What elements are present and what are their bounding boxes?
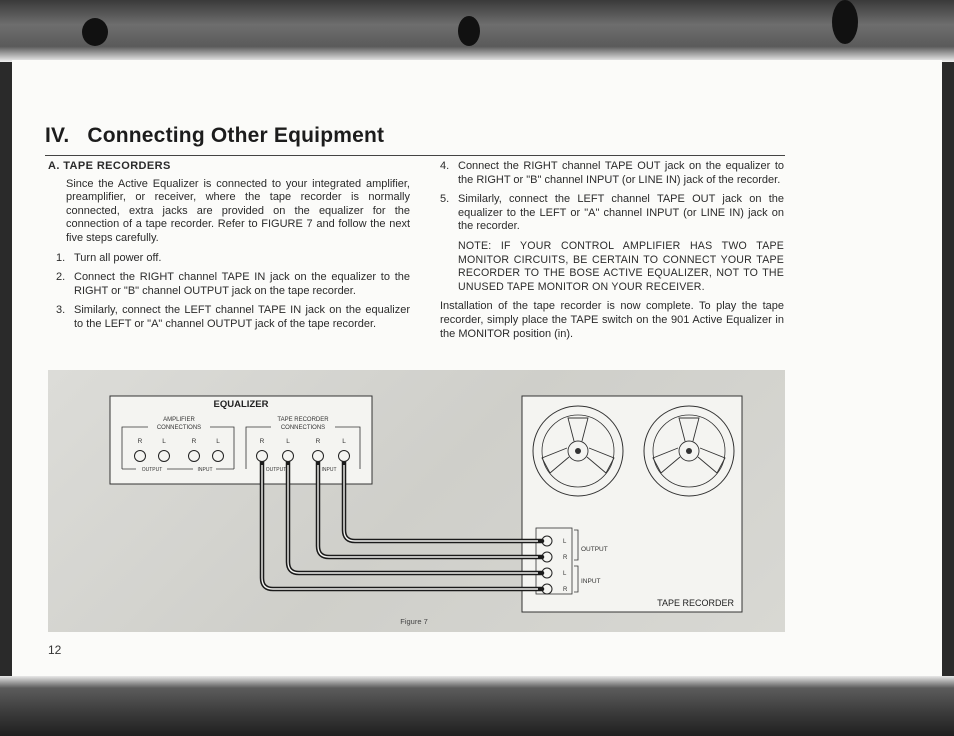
tape-recorder-title: TAPE RECORDER bbox=[657, 598, 734, 608]
step-number: 2. bbox=[56, 271, 66, 284]
step-item bbox=[56, 252, 410, 266]
binder-hole-left bbox=[82, 18, 108, 46]
scan-bottom-border bbox=[0, 676, 954, 736]
left-column bbox=[48, 160, 410, 332]
amp-label-line1: AMPLIFIER bbox=[163, 417, 195, 423]
tape-label-line1: TAPE RECORDER bbox=[277, 417, 329, 423]
tape-jack bbox=[339, 451, 350, 462]
recorder-jack-label: R bbox=[563, 555, 568, 561]
binder-hole-center bbox=[458, 16, 480, 46]
cable-right-tape-out bbox=[344, 459, 542, 541]
tape-input-label: INPUT bbox=[321, 467, 337, 473]
step-number: 5. bbox=[440, 193, 450, 206]
tape-jack bbox=[257, 451, 268, 462]
recorder-jack-label: L bbox=[563, 571, 567, 577]
recorder-jack-label: L bbox=[563, 539, 567, 545]
tape-jack-label: L bbox=[342, 438, 346, 445]
step-item bbox=[440, 160, 784, 187]
figure-7 bbox=[48, 370, 785, 632]
steps-list-left bbox=[56, 252, 410, 332]
binder-hole-right bbox=[832, 0, 858, 44]
tape-jack-label: R bbox=[315, 438, 321, 445]
figure-caption: Figure 7 bbox=[400, 617, 428, 626]
amp-jack-label: R bbox=[137, 438, 143, 445]
step-text: Similarly, connect the LEFT channel TAPE IN jack on the equalizer to the LEFT or "A" channel OUTPUT jack of the tape recorder. bbox=[74, 304, 410, 330]
recorder-jack-panel bbox=[536, 528, 572, 594]
section-title-text: Connecting Other Equipment bbox=[87, 124, 385, 147]
step-text: Similarly, connect the LEFT channel TAPE OUT jack on the equalizer to the LEFT or "A" channel INPUT (or LINE IN) jack on the recorder. bbox=[458, 193, 784, 233]
amp-input-label: INPUT bbox=[197, 467, 213, 473]
recorder-output-label: OUTPUT bbox=[581, 546, 608, 553]
step-text: Connect the RIGHT channel TAPE IN jack on the equalizer to the RIGHT or "B" channel OUTPUT jack on the tape recorder. bbox=[74, 271, 410, 297]
title-rule bbox=[45, 155, 785, 156]
tape-jack-label: R bbox=[259, 438, 265, 445]
subsection-heading: A. TAPE RECORDERS bbox=[48, 160, 171, 172]
tape-jack bbox=[313, 451, 324, 462]
amp-jack-label: L bbox=[162, 438, 166, 445]
step-text: Connect the RIGHT channel TAPE OUT jack on the equalizer to the RIGHT or "B" channel INPUT (or LINE IN) jack of the recorder. bbox=[458, 160, 784, 186]
tape-jack-label: L bbox=[286, 438, 290, 445]
section-number: IV. bbox=[45, 124, 70, 147]
tape-jack bbox=[283, 451, 294, 462]
step-item bbox=[56, 304, 410, 331]
step-item bbox=[440, 193, 784, 234]
equalizer-title: EQUALIZER bbox=[213, 399, 269, 410]
tape-label-line2: CONNECTIONS bbox=[280, 425, 326, 431]
section-title bbox=[45, 124, 384, 148]
page-number: 12 bbox=[48, 643, 62, 657]
amp-output-label: OUTPUT bbox=[141, 467, 163, 473]
intro-paragraph: Since the Active Equalizer is connected to your integrated amplifier, preamplifier, or receiver, where the tape recorder is normally connected, extra jacks are provided on the equalizer for the connection of a tape recorder. Refer to FIGURE 7 and follow the next five steps carefully. bbox=[66, 177, 410, 244]
amp-jack-label: R bbox=[191, 438, 197, 445]
note-paragraph: NOTE: IF YOUR CONTROL AMPLIFIER HAS TWO TAPE MONITOR CIRCUITS, BE CERTAIN TO CONNECT YOUR TAPE RECORDER TO THE BOSE ACTIVE EQUALIZER, NOT TO THE UNUSED TAPE MONITOR ON YOUR RECEIVER. bbox=[458, 239, 784, 293]
amp-jack-label: L bbox=[216, 438, 220, 445]
recorder-input-label: INPUT bbox=[581, 578, 601, 585]
installation-paragraph: Installation of the tape recorder is now complete. To play the tape recorder, simply place the TAPE switch on the 901 Active Equalizer in the MONITOR position (in). bbox=[440, 300, 784, 340]
step-text: Turn all power off. bbox=[74, 251, 162, 264]
recorder-jack-label: R bbox=[563, 587, 568, 593]
step-number: 3. bbox=[56, 304, 66, 317]
step-item bbox=[56, 271, 410, 298]
amp-label-line2: CONNECTIONS bbox=[156, 425, 202, 431]
step-number: 1. bbox=[56, 251, 66, 264]
right-column bbox=[440, 160, 784, 341]
tape-output-label: OUTPUT bbox=[265, 467, 287, 473]
connection-diagram bbox=[48, 370, 785, 632]
step-number: 4. bbox=[440, 160, 450, 172]
